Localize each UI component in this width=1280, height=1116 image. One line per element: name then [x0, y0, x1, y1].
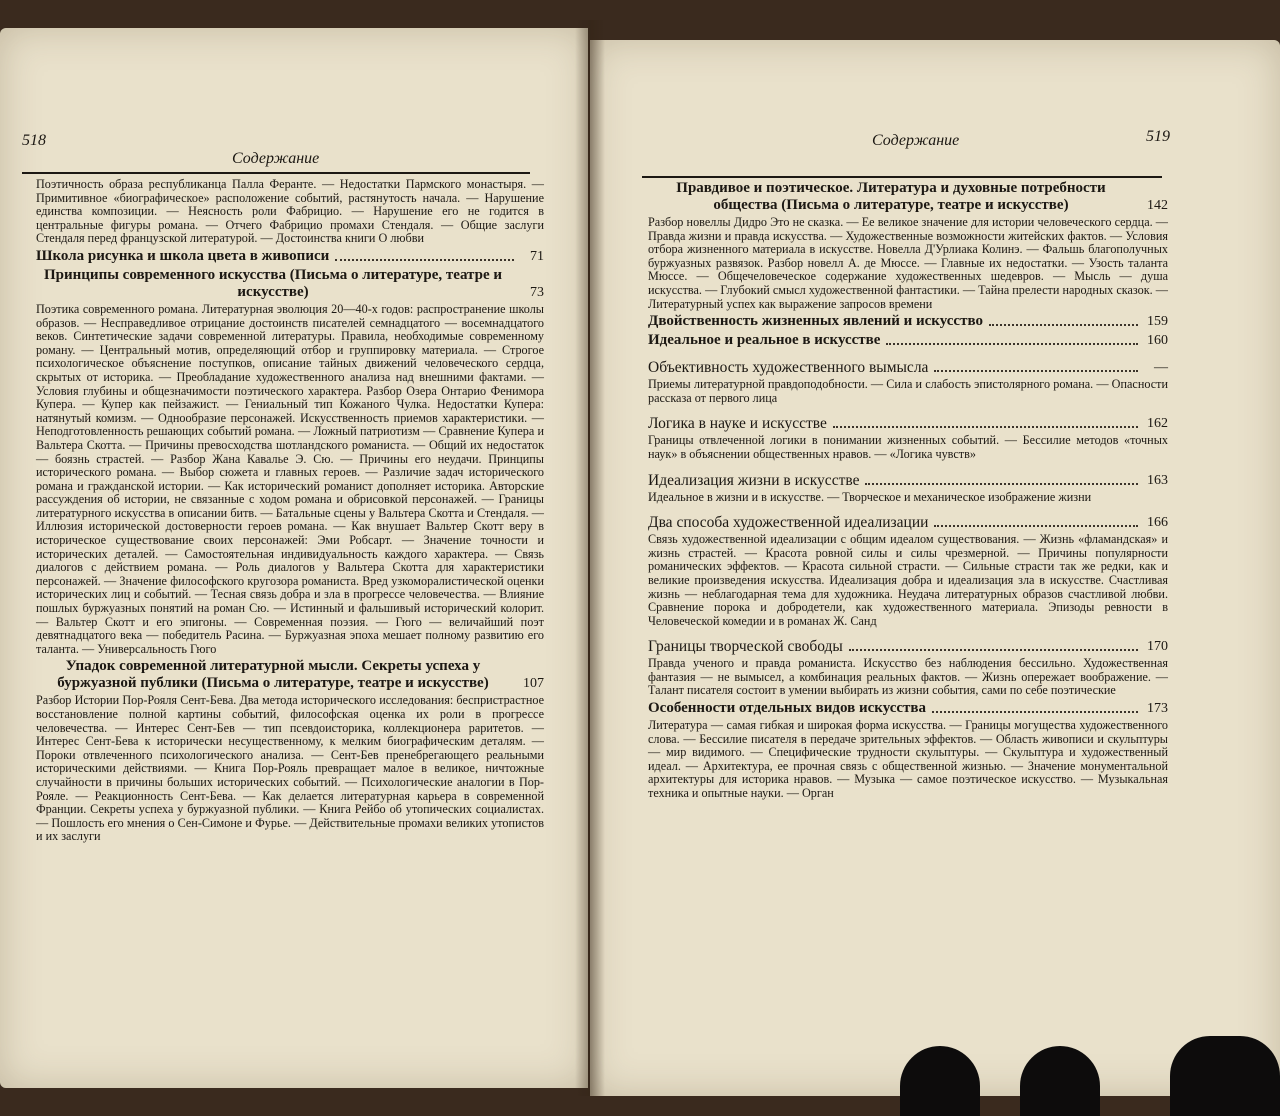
- toc-entry-title: [648, 313, 1168, 330]
- toc-entry-title: [648, 180, 1168, 214]
- toc-entry-description: Поэтичность образа республиканца Палла Феранте. — Недостатки Пармского монастыря. — Примитивное «биографическое» расположение событий, растянутость начала. — Нарушение единства композиции. — Неясность роли Фабрицио. — Нарушение его не годится в центральные фигуры романа. — Отчего Фабрицио промахи Стендаля. — Общие заслуги Стендаля перед французской литературой. — Достоинства книги О любви: [36, 177, 544, 246]
- toc-entry-description: Идеальное в жизни и в искусстве. — Творческое и механическое изображение жизни: [648, 489, 1092, 504]
- toc-entry-title-text: Двойственность жизненных явлений и искусство: [648, 313, 983, 330]
- toc-entry-title-text: Идеализация жизни в искусстве: [648, 471, 860, 489]
- toc-entry-title: [648, 700, 1168, 717]
- toc-entry-description: Связь художественной идеализации с общим идеалом существования. — Жизнь «фламандская» и жизнь страстей. — Красота ровной силы и силы чрезмерной. — Причины популярности романических эффектов. — Красота сильной страсти. — Сильные страсти так же редки, как и великие произведения искусства. Идеализация добра и идеализация зла в искусстве. Счастливая жизнь — неблагодарная тема для художника. Неудача литературных образов счастливой любви. Сравнение порока и добродетели, как художественного материала. Эпизоды ревности в Человеческой комедии и в романах Ж. Санд: [648, 532, 1168, 628]
- leader-dots: [849, 649, 1138, 651]
- toc-page-number: 162: [1147, 416, 1168, 432]
- toc-entry-title: [648, 332, 1168, 349]
- toc-entry-title-text: Принципы современного искусства (Письма о литературе, театре и искусстве): [43, 266, 503, 300]
- left-folio: 518: [22, 132, 46, 149]
- toc-page-number: —: [1154, 360, 1168, 376]
- left-page: [0, 28, 588, 1088]
- toc-entry-description: Границы отвлеченной логики в понимании жизненных событий. — Бессилие методов «точных наук» в объяснении общественных нравов. — «Логика чувств»: [648, 433, 1168, 461]
- right-folio: 519: [1146, 128, 1170, 145]
- left-running-head: Содержание: [232, 150, 320, 167]
- toc-entry-title: [36, 267, 544, 301]
- leader-dots: [833, 426, 1138, 428]
- toc-entry-description: Разбор новеллы Дидро Это не сказка. — Ее великое значение для истории человеческого сердца. — Правда жизни и правда искусства. — Художественные возможности житейских фактов. — Условия отбора жизненного материала в искусстве. Новелла Д'Урлиака Колинэ. — Фальшь благополучных буржуазных развязок. Разбор новелл А. де Мюссе. — Главные их недостатки. — Узость таланта Мюссе. — Общечеловеческое содержание художественных шедевров. — Мысль — душа искусства. — Глубокий смысл художественной фантастики. — Тайна прелести народных сказок. — Литературный успех как выражение запросов времени: [648, 215, 1168, 311]
- toc-entry-title: [648, 514, 1168, 531]
- leader-dots: [934, 370, 1138, 372]
- toc-page-number: 107: [523, 676, 544, 692]
- toc-page-number: 160: [1147, 333, 1168, 349]
- toc-page-number: 170: [1147, 639, 1168, 655]
- left-contents: [36, 178, 544, 846]
- toc-page-number: 163: [1147, 472, 1168, 488]
- toc-entry-title: [648, 359, 1168, 376]
- toc-entry-title-text: Границы творческой свободы: [648, 638, 843, 656]
- leader-dots: [934, 525, 1138, 527]
- right-contents: [648, 178, 1168, 803]
- toc-entry-title-text: Логика в науке и искусстве: [648, 415, 827, 433]
- leader-dots: [886, 343, 1138, 345]
- toc-entry-title: [648, 638, 1168, 655]
- leader-dots: [932, 711, 1138, 713]
- toc-entry-description: Приемы литературной правдоподобности. — Сила и слабость эпистолярного романа. — Опасности рассказа от первого лица: [648, 377, 1168, 405]
- leader-dots: [989, 324, 1138, 326]
- toc-page-number: 142: [1147, 198, 1168, 213]
- toc-entry-title: [36, 248, 544, 265]
- leader-dots: [865, 483, 1138, 485]
- toc-entry-description: Разбор Истории Пор-Рояля Сент-Бева. Два метода исторического исследования: беспристрастное восстановление полной картины событий, философская оценка их роли в прогрессе человечества. — Интерес Сент-Бев — тип псевдоисторика, коллекционера раритетов. — Интерес Сент-Бева к исторически несущественному, к мелким биографическим деталям. — Пороки отвлеченного психологического анализа. — Сент-Бев пренебрегающего реальными историческими действиями. — Книга Пор-Рояль превращает малое в великое, ничтожные случайности в причины больших исторических событий. — Психологические аналогии в Пор-Рояле. — Реакционность Сент-Бева. — Как делается литературная карьера в современной Франции. Секреты успеха у буржуазной публики. — Книга Рейбо об утопических социалистах. — Пошлость его мнения о Сен-Симоне и Фурье. — Действительные промахи великих утопистов и их заслуги: [36, 693, 544, 844]
- toc-entry-description: Поэтика современного романа. Литературная эволюция 20—40-х годов: распространение школы образов. — Несправедливое отрицание достоинств писателей семнадцатого — восемнадцатого веков. Синтетические задачи современной литературы. Правила, необходимые современному роману. — Центральный мотив, определяющий отбор и группировку материала. — Строгое психологическое объяснение поступков, описание тайных движений человеческого сердца, скрытых от историка. — Преобладание художественного анализа над внешними фактами. — Условия глубины и общезначимости поэтического характера. Разбор Озера Онтарио Фенимора Купера. — Купер как пейзажист. — Гениальный тип Кожаного Чулка. Недостатки Купера: натянутый комизм. — Однообразие персонажей. Искусственность приемов характеристики. — Неподготовленность решающих событий романа. — Ложный патриотизм — Сравнение Купера и Вальтера Скотта. — Причины превосходства шотландского романиста. — Общий их недостаток — боязнь страстей. — Разбор Жана Кавалье Э. Сю. — Причины его неудачи. Принципы исторического романа. — Выбор сюжета и главных героев. — Различие задач исторического романа и гражданской истории. — Как исторический романист дополняет историка. Авторские рассуждения об истории, не связанные с ходом романа и обрисовкой персонажей. — Границы литературного искусства в описании битв. — Батальные сцены у Вальтера Скотта и Стендаля. — Иллюзия исторической достоверности героев романа. — Как внушает Вальтер Скотт веру в историческое существование своих персонажей: Эми Робсарт. — Значение точности и исторических деталей. — Самостоятельная индивидуальность каждого характера. — Связь диалогов с действием романа. — Роль диалогов у Вальтера Скотта для характеристики персонажей. — Значение философского кругозора романиста. Вред узкоморалистической оценки исторических лиц и событий. — Тесная связь добра и зла в прогрессе человечества. — Влияние пошлых буржуазных понятий на роман Сю. — Истинный и фальшивый исторический колорит. — Вальтер Скотт и его эпигоны. — Современная поэзия. — Гюго — величайший поэт девятнадцатого века — победитель Расина. — Буржуазная эпоха мешает полному развитию его таланта. — Универсальность Гюго: [36, 301, 544, 656]
- right-running-head: Содержание: [872, 132, 960, 149]
- leader-dots: [335, 259, 514, 261]
- right-page: [590, 40, 1280, 1096]
- toc-entry-title-text: Два способа художественной идеализации: [648, 514, 929, 532]
- toc-entry-title-text: Идеальное и реальное в искусстве: [648, 332, 881, 349]
- toc-entry-title-text: Особенности отдельных видов искусства: [648, 700, 927, 717]
- toc-entry-title: [36, 658, 544, 692]
- toc-entry-title-text: Правдивое и поэтическое. Литература и духовные потребности общества (Письма о литературе, театре и искусстве): [676, 180, 1106, 213]
- toc-entry-title: [648, 472, 1168, 489]
- toc-entry-description: Правда ученого и правда романиста. Искусство без наблюдения бессильно. Художественная фантазия — не вымысел, а комбинация реальных фактов. — Жизнь опережает воображение. — Талант писателя состоит в умении выбирать из жизни события, сами по себе поэтические: [648, 656, 1168, 698]
- toc-page-number: 173: [1147, 701, 1168, 717]
- toc-entry-title-text: Школа рисунка и школа цвета в живописи: [36, 247, 330, 264]
- toc-page-number: 71: [530, 248, 544, 264]
- toc-entry-title: [648, 415, 1168, 432]
- toc-entry-title-text: Упадок современной литературной мысли. Секреты успеха у буржуазной публики (Письма о литературе, театре и искусстве): [57, 658, 489, 692]
- toc-page-number: 73: [530, 284, 544, 300]
- toc-entry-title-text: Объективность художественного вымысла: [648, 359, 929, 377]
- toc-entry-description: Литература — самая гибкая и широкая форма искусства. — Границы могущества художественного слова. — Бессилие писателя в передаче зрительных эффектов. — Область живописи и скульптуры — мир видимого. — Специфические трудности скульптуры. — Скульптура и художественный идеал. — Архитектура, ее прочная связь с общественной жизнью. — Значение монументальной архитектуры для историка нравов. — Музыка — самое поэтическое искусство. — Музыкальная техника и опытные науки. — Орган: [648, 718, 1168, 801]
- toc-page-number: 166: [1147, 515, 1168, 531]
- toc-page-number: 159: [1147, 314, 1168, 330]
- left-header-rule: [22, 172, 530, 174]
